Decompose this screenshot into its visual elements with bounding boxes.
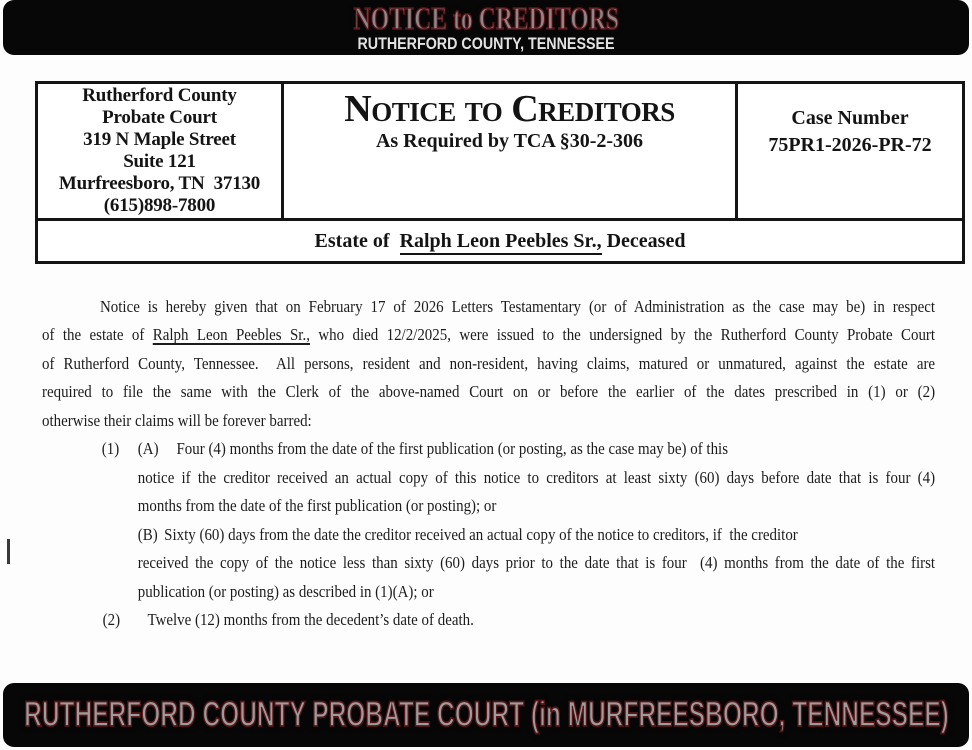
list-item-1A-line: notice if the creditor received an actual copy of this notice to creditors at least sixty (60) days before date that is four (4)	[137, 467, 936, 487]
body-line: Notice is hereby given that on February 17 of 2026 Letters Testamentary (or of Administration as the case may be) in respect	[100, 297, 936, 316]
form-title-cell	[284, 84, 738, 218]
list-item-1B-line: received the copy of the notice less than sixty (60) days prior to the date that is four (4) months from the date of the first	[137, 553, 936, 573]
case-number-label: Case Number	[791, 107, 909, 129]
list-marker-2: (2)	[102, 609, 121, 629]
list-marker-1B: (B)	[137, 524, 158, 544]
court-address-cell	[38, 84, 284, 218]
list-marker-1A: (A)	[137, 439, 159, 459]
footer-banner	[3, 683, 969, 747]
body-line	[42, 321, 935, 349]
body-line: required to file the same with the Clerk of the above-named Court on or before the earlier of the dates prescribed in (1) or (2)	[42, 382, 936, 402]
form-title-subtitle: As Required by TCA §30-2-306	[375, 130, 644, 152]
case-number-cell	[738, 84, 962, 218]
form-header-row	[38, 84, 962, 218]
body-text: of the estate of	[42, 325, 153, 345]
court-address-line: 319 N Maple Street	[83, 129, 236, 150]
court-address-line: (615)898-7800	[103, 195, 216, 216]
list-text: Four (4) months from the date of the first publication (or posting, as the case may be) of this	[176, 439, 729, 459]
list-item-1A-line	[42, 435, 935, 463]
list-text: Sixty (60) days from the date the creditor received an actual copy of the notice to creditors, if the creditor	[164, 524, 798, 544]
estate-prefix: Estate of	[314, 230, 400, 252]
case-number-value: 75PR1-2026-PR-72	[768, 134, 932, 156]
estate-suffix: Deceased	[601, 230, 686, 252]
decedent-name: Ralph Leon Peebles Sr.,	[152, 325, 310, 345]
banner-subtitle: RUTHERFORD COUNTY, TENNESSEE	[357, 34, 615, 53]
list-item-2-line	[42, 606, 935, 634]
footer-title: RUTHERFORD COUNTY PROBATE COURT (in MURFREESBORO, TENNESSEE)	[23, 695, 949, 734]
list-marker-1: (1)	[101, 439, 120, 459]
court-address-line: Murfreesboro, TN 37130	[58, 173, 261, 194]
estate-row	[38, 218, 962, 261]
list-item-1A-line: months from the date of the first publication (or posting); or	[137, 496, 497, 516]
body-line: otherwise their claims will be forever barred:	[42, 410, 312, 430]
banner-title: NOTICE to CREDITORS	[353, 0, 619, 36]
court-address-line: Probate Court	[102, 107, 217, 128]
scan-artifact	[0, 539, 10, 564]
body-line: of Rutherford County, Tennessee. All persons, resident and non-resident, having claims, matured or unmatured, against the estate are	[42, 353, 936, 373]
decedent-name: Ralph Leon Peebles Sr.,	[400, 230, 602, 255]
list-item-1B-line: publication (or posting) as described in (1)(A); or	[137, 581, 434, 601]
list-text: Twelve (12) months from the decedent’s date of death.	[147, 609, 474, 629]
list-item-1B-line	[42, 521, 935, 549]
court-address-line: Rutherford County	[82, 85, 237, 106]
notice-body	[42, 293, 935, 634]
form-title: Notice to Creditors	[344, 88, 675, 130]
header-banner	[3, 0, 969, 55]
body-text: who died 12/2/2025, were issued to the undersigned by the Rutherford County Probate Court	[309, 325, 936, 345]
notice-form-header	[35, 81, 965, 264]
court-address-line: Suite 121	[123, 151, 196, 172]
